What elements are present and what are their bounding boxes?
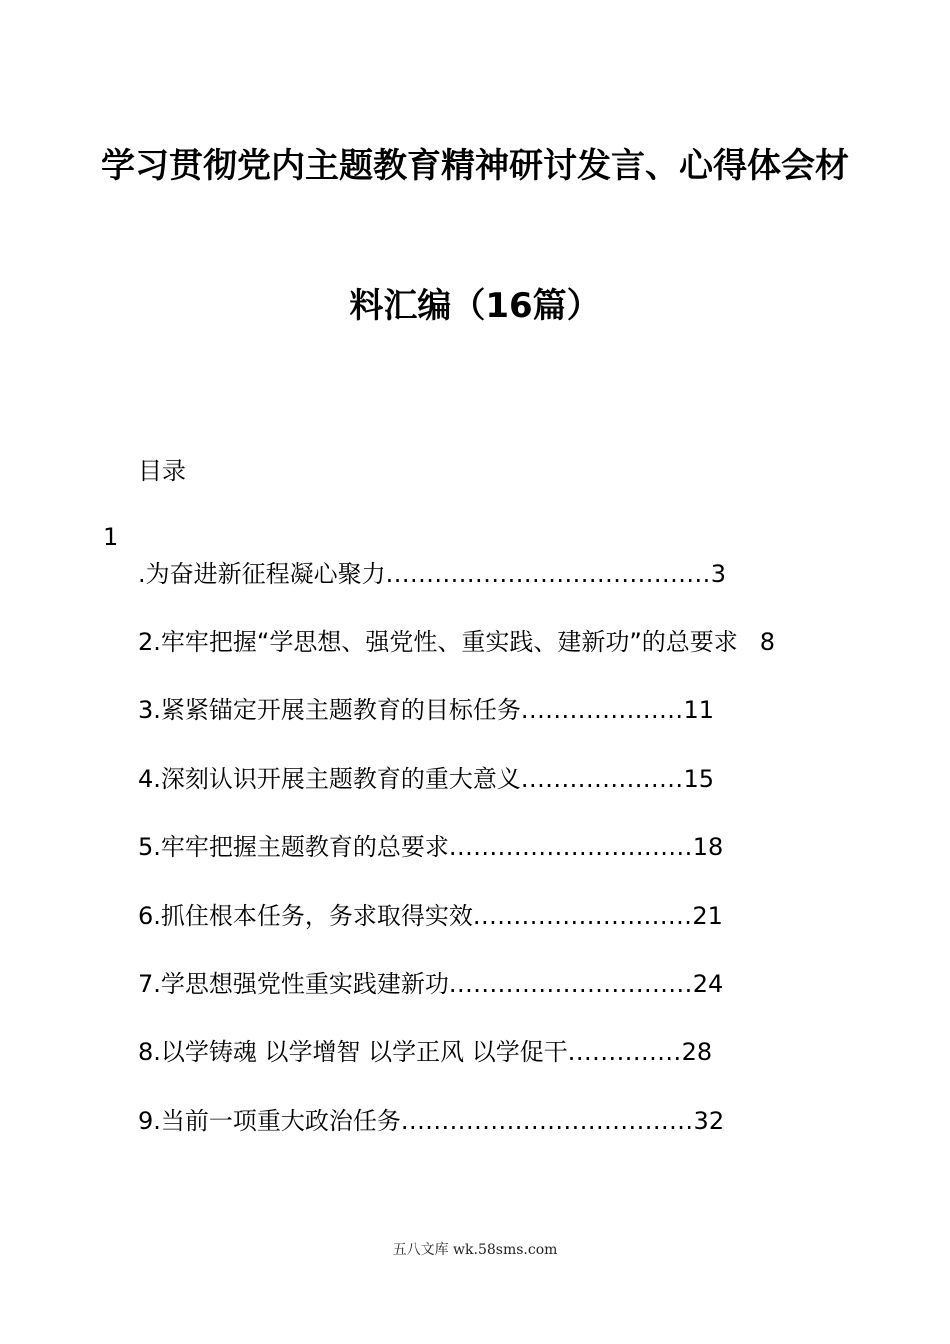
toc-item-title: 8.以学铸魂 以学增智 以学正风 以学促干	[138, 1038, 568, 1066]
toc-item-page: 18	[692, 833, 724, 861]
toc-item[interactable]	[138, 558, 726, 590]
toc-item-title: 4.深刻认识开展主题教育的重大意义	[138, 765, 521, 793]
footer-watermark: 五八文库 wk.58sms.com	[392, 1242, 558, 1258]
toc-item-title: .为奋进新征程凝心聚力	[138, 560, 386, 588]
toc-item-page: 8	[759, 628, 776, 656]
toc-item-title: 2.牢牢把握“学思想、强党性、重实践、建新功”的总要求	[138, 628, 738, 656]
toc-item-leader-dots: ....................................	[400, 1107, 694, 1135]
toc-item[interactable]	[138, 626, 775, 658]
toc-item-title: 7.学思想强党性重实践建新功	[138, 970, 449, 998]
toc-item-leader-dots: ...........................	[472, 902, 693, 930]
toc-item-title: 6.抓住根本任务，务求取得实效	[138, 902, 473, 930]
toc-item-page: 11	[683, 696, 715, 724]
toc-item[interactable]	[138, 831, 723, 863]
toc-item[interactable]	[138, 900, 723, 932]
toc-heading: 目录	[138, 457, 186, 485]
toc-item-leader-dots: ..............	[567, 1038, 682, 1066]
toc-item[interactable]	[138, 968, 723, 1000]
document-title-line-2: 料汇编（16篇）	[349, 286, 601, 326]
toc-item-title: 5.牢牢把握主题教育的总要求	[138, 833, 449, 861]
toc-item-title: 9.当前一项重大政治任务	[138, 1107, 401, 1135]
toc-item[interactable]	[138, 763, 714, 795]
document-title-line-1: 学习贯彻党内主题教育精神研讨发言、心得体会材	[101, 146, 849, 186]
toc-item-number: 1	[103, 523, 119, 551]
toc-item-page: 24	[692, 970, 724, 998]
toc-item[interactable]	[138, 1105, 724, 1137]
toc-item-title: 3.紧紧锚定开展主题教育的目标任务	[138, 696, 521, 724]
toc-item[interactable]	[138, 694, 714, 726]
toc-item-leader-dots: ..............................	[448, 833, 693, 861]
toc-item-leader-dots: ..............................	[448, 970, 693, 998]
toc-item-page: 32	[693, 1107, 725, 1135]
toc-item-page: 21	[692, 902, 723, 930]
toc-item-page: 3	[710, 560, 727, 588]
toc-item-leader-dots: ....................	[520, 765, 684, 793]
toc-item-page: 28	[681, 1038, 713, 1066]
toc-item[interactable]	[138, 1036, 712, 1068]
toc-item-page: 15	[683, 765, 715, 793]
toc-item-leader-dots: ....................	[520, 696, 684, 724]
toc-item-leader-dots: ........................................	[385, 560, 711, 588]
